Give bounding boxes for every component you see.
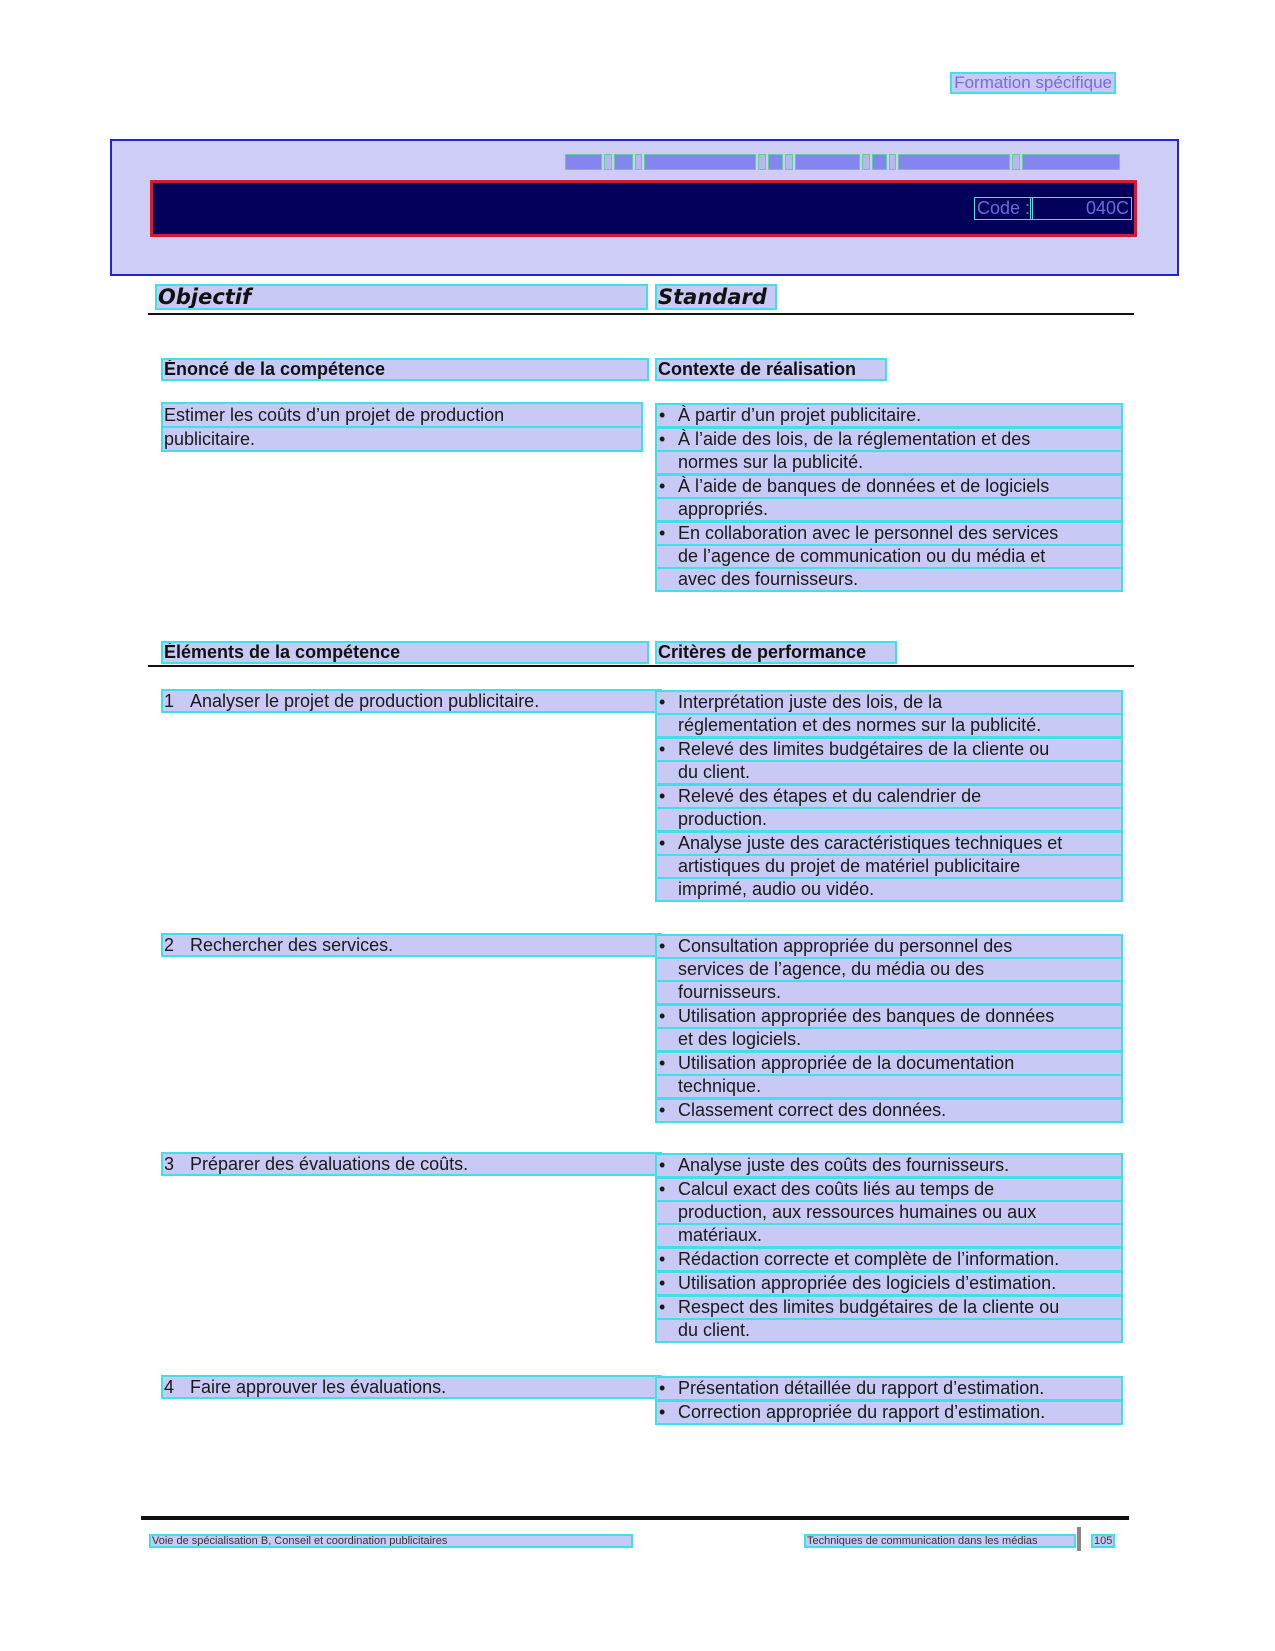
list-item-line: Présentation détaillée du rapport d’estimation. xyxy=(656,1377,1122,1400)
running-head: Formation spécifique xyxy=(951,73,1115,93)
element-number: 4 xyxy=(164,1377,175,1397)
bullet-icon: • xyxy=(659,523,666,543)
list-item xyxy=(656,935,1122,1004)
list-item-line: À l’aide des lois, de la réglementation et des xyxy=(656,428,1122,451)
list-item xyxy=(656,428,1122,474)
bullet-icon: • xyxy=(659,1297,666,1317)
page-number: 105 xyxy=(1094,1535,1113,1547)
list-item-line: Utilisation appropriée de la documentation xyxy=(656,1052,1122,1075)
list-item-line: Consultation appropriée du personnel des xyxy=(656,935,1122,958)
list-item xyxy=(656,1005,1122,1051)
list-item-line: Interprétation juste des lois, de la xyxy=(656,691,1122,714)
list-item-line: avec des fournisseurs. xyxy=(656,568,1122,591)
bullet-icon: • xyxy=(659,739,666,759)
criteria-list xyxy=(656,1377,1122,1425)
bullet-icon: • xyxy=(659,833,666,853)
list-item xyxy=(656,404,1122,427)
bullet-icon: • xyxy=(659,1402,666,1422)
list-item-line: Analyse juste des coûts des fournisseurs. xyxy=(656,1154,1122,1177)
header-strip-segment xyxy=(898,154,1010,170)
bullet-icon: • xyxy=(659,476,666,496)
list-item-line: de l’agence de communication ou du média et xyxy=(656,545,1122,568)
statement-line: Estimer les coûts d’un projet de production xyxy=(162,403,642,427)
list-item xyxy=(656,785,1122,831)
list-item xyxy=(656,522,1122,591)
header-strip-segment xyxy=(1012,154,1020,170)
element-number: 1 xyxy=(164,691,175,711)
criteria-list xyxy=(656,691,1122,902)
statement-line: publicitaire. xyxy=(162,427,642,451)
header-strip-segment xyxy=(785,154,793,170)
element-item xyxy=(162,1153,661,1175)
criteria-list xyxy=(656,1154,1122,1343)
footer-divider xyxy=(141,1516,1129,1520)
bullet-icon: • xyxy=(659,1053,666,1073)
element-number: 2 xyxy=(164,935,175,955)
bullet-icon: • xyxy=(659,1155,666,1175)
header-strip-segment xyxy=(795,154,860,170)
list-item xyxy=(656,1377,1122,1400)
header-strip xyxy=(565,154,1120,170)
list-item-line: du client. xyxy=(656,1319,1122,1342)
header-strip-segment xyxy=(768,154,783,170)
footer-title: Techniques de communication dans les médias xyxy=(805,1535,1075,1547)
bullet-icon: • xyxy=(659,786,666,806)
list-item xyxy=(656,1178,1122,1247)
list-item xyxy=(656,1296,1122,1342)
list-item-line: Analyse juste des caractéristiques techniques et xyxy=(656,832,1122,855)
list-item-line: À l’aide de banques de données et de logiciels xyxy=(656,475,1122,498)
list-item-line: matériaux. xyxy=(656,1224,1122,1247)
header-strip-segment xyxy=(565,154,602,170)
footer-separator xyxy=(1077,1527,1081,1551)
statement-heading: Énoncé de la compétence xyxy=(162,359,648,380)
code-label: Code : xyxy=(974,197,1033,220)
footer-program: Voie de spécialisation B, Conseil et coordination publicitaires xyxy=(150,1535,632,1547)
element-label: Analyser le projet de production publicitaire. xyxy=(190,691,540,711)
list-item xyxy=(656,691,1122,737)
list-item-line: réglementation et des normes sur la publicité. xyxy=(656,714,1122,737)
header-strip-segment xyxy=(758,154,766,170)
list-item-line: production, aux ressources humaines ou aux xyxy=(656,1201,1122,1224)
statement-text xyxy=(162,403,642,451)
list-item xyxy=(656,1052,1122,1098)
divider xyxy=(148,313,1134,315)
bullet-icon: • xyxy=(659,1100,666,1120)
bullet-icon: • xyxy=(659,1249,666,1269)
code-value: 040C xyxy=(1030,197,1132,220)
element-item xyxy=(162,690,661,712)
divider xyxy=(148,665,1134,667)
header-strip-segment xyxy=(1022,154,1120,170)
list-item-line: appropriés. xyxy=(656,498,1122,521)
list-item-line: Utilisation appropriée des logiciels d’estimation. xyxy=(656,1272,1122,1295)
list-item-line: À partir d’un projet publicitaire. xyxy=(656,404,1122,427)
header-strip-segment xyxy=(604,154,612,170)
context-heading: Contexte de réalisation xyxy=(656,359,886,380)
bullet-icon: • xyxy=(659,1179,666,1199)
header-strip-segment xyxy=(614,154,633,170)
list-item xyxy=(656,1401,1122,1424)
context-list xyxy=(656,404,1122,592)
bullet-icon: • xyxy=(659,1006,666,1026)
column-heading-standard: Standard xyxy=(656,285,776,309)
header-strip-segment xyxy=(644,154,756,170)
element-label: Faire approuver les évaluations. xyxy=(190,1377,447,1397)
header-strip-segment xyxy=(862,154,870,170)
header-strip-segment xyxy=(635,154,643,170)
element-number: 3 xyxy=(164,1154,175,1174)
list-item-line: et des logiciels. xyxy=(656,1028,1122,1051)
list-item-line: Classement correct des données. xyxy=(656,1099,1122,1122)
list-item-line: du client. xyxy=(656,761,1122,784)
list-item-line: normes sur la publicité. xyxy=(656,451,1122,474)
criteria-heading: Critères de performance xyxy=(656,642,896,663)
criteria-list xyxy=(656,935,1122,1123)
list-item-line: Relevé des étapes et du calendrier de xyxy=(656,785,1122,808)
bullet-icon: • xyxy=(659,936,666,956)
bullet-icon: • xyxy=(659,1273,666,1293)
elements-heading: Éléments de la compétence xyxy=(162,642,648,663)
element-label: Préparer des évaluations de coûts. xyxy=(190,1154,469,1174)
bullet-icon: • xyxy=(659,429,666,449)
list-item-line: artistiques du projet de matériel publicitaire xyxy=(656,855,1122,878)
bullet-icon: • xyxy=(659,405,666,425)
list-item-line: services de l’agence, du média ou des xyxy=(656,958,1122,981)
list-item xyxy=(656,1272,1122,1295)
header-strip-segment xyxy=(872,154,887,170)
list-item xyxy=(656,475,1122,521)
list-item-line: Utilisation appropriée des banques de données xyxy=(656,1005,1122,1028)
list-item xyxy=(656,832,1122,901)
list-item-line: Respect des limites budgétaires de la cliente ou xyxy=(656,1296,1122,1319)
list-item xyxy=(656,1248,1122,1271)
element-item xyxy=(162,934,661,956)
list-item xyxy=(656,1099,1122,1122)
list-item-line: fournisseurs. xyxy=(656,981,1122,1004)
list-item xyxy=(656,738,1122,784)
bullet-icon: • xyxy=(659,1378,666,1398)
list-item-line: imprimé, audio ou vidéo. xyxy=(656,878,1122,901)
list-item-line: Calcul exact des coûts liés au temps de xyxy=(656,1178,1122,1201)
element-label: Rechercher des services. xyxy=(190,935,394,955)
column-heading-objectif: Objectif xyxy=(156,285,647,309)
list-item-line: Rédaction correcte et complète de l’information. xyxy=(656,1248,1122,1271)
header-strip-segment xyxy=(889,154,897,170)
list-item-line: En collaboration avec le personnel des services xyxy=(656,522,1122,545)
list-item-line: production. xyxy=(656,808,1122,831)
list-item-line: Correction appropriée du rapport d’estimation. xyxy=(656,1401,1122,1424)
bullet-icon: • xyxy=(659,692,666,712)
element-item xyxy=(162,1376,661,1398)
list-item-line: Relevé des limites budgétaires de la cliente ou xyxy=(656,738,1122,761)
list-item xyxy=(656,1154,1122,1177)
list-item-line: technique. xyxy=(656,1075,1122,1098)
